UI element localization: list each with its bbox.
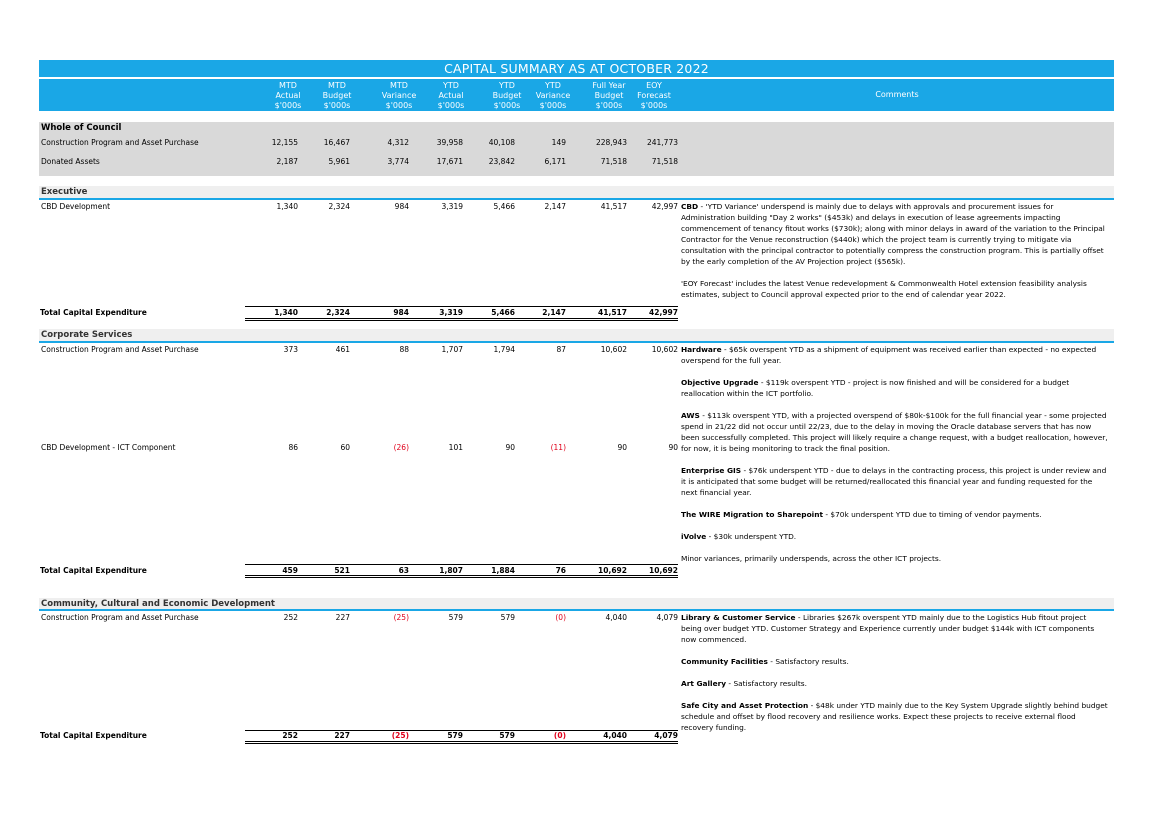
value-cell: 3,774	[387, 157, 409, 166]
value-cell: 984	[393, 308, 409, 317]
value-cell: 17,671	[436, 157, 463, 166]
value-cell: 1,884	[491, 566, 515, 575]
total-top-border	[245, 306, 678, 307]
value-cell: 101	[448, 443, 463, 452]
value-cell: 87	[556, 345, 566, 354]
section-divider	[39, 341, 1114, 343]
header-ytd-actual: YTD Actual $'000s	[437, 81, 465, 110]
section-header-bg	[39, 329, 1114, 341]
total-double-underline	[245, 575, 678, 578]
value-cell: 10,692	[649, 566, 678, 575]
comment-text: - $65k overspent YTD as a shipment of equipment was received earlier than expected - no expected overspend for the full year.	[681, 345, 1097, 365]
value-cell: 4,312	[387, 138, 409, 147]
comment-heading: iVolve	[681, 532, 707, 541]
header-ytd-variance: YTD Variance $'000s	[535, 81, 571, 110]
value-cell: 461	[335, 345, 350, 354]
value-cell: 86	[288, 443, 298, 452]
value-cell: 42,997	[649, 308, 678, 317]
report-title: CAPITAL SUMMARY AS AT OCTOBER 2022	[39, 60, 1114, 77]
value-cell: (25)	[391, 731, 409, 740]
section-divider	[39, 609, 1114, 611]
comments-community	[681, 612, 1109, 732]
value-cell: 579	[448, 613, 463, 622]
comment-paragraph	[681, 531, 1109, 542]
total-label: Total Capital Expenditure	[40, 308, 147, 317]
value-cell: 10,602	[651, 345, 678, 354]
value-cell: 10,692	[598, 566, 627, 575]
value-cell: 252	[283, 613, 298, 622]
section-header-bg	[39, 186, 1114, 198]
header-mtd-budget: MTD Budget $'000s	[322, 81, 352, 110]
total-top-border	[245, 564, 678, 565]
comment-text: Minor variances, primarily underspends, across the other ICT projects.	[681, 554, 942, 563]
comment-paragraph	[681, 278, 1109, 300]
value-cell: 3,319	[441, 202, 463, 211]
value-cell: 4,040	[605, 613, 627, 622]
comment-heading: Library & Customer Service	[681, 613, 796, 622]
comment-heading: CBD	[681, 202, 699, 211]
section-divider	[39, 198, 1114, 200]
value-cell: 984	[394, 202, 409, 211]
value-cell: 1,340	[274, 308, 298, 317]
value-cell: 2,324	[328, 202, 350, 211]
value-cell: 2,187	[276, 157, 298, 166]
value-cell: 227	[335, 613, 350, 622]
comment-heading: Hardware	[681, 345, 722, 354]
value-cell: 3,319	[439, 308, 463, 317]
comment-paragraph	[681, 678, 1109, 689]
value-cell: 459	[282, 566, 298, 575]
value-cell: 149	[551, 138, 566, 147]
comment-heading: Safe City and Asset Protection	[681, 701, 809, 710]
value-cell: 373	[283, 345, 298, 354]
comment-paragraph	[681, 700, 1109, 732]
value-cell: 6,171	[544, 157, 566, 166]
value-cell: 1,707	[441, 345, 463, 354]
value-cell: 41,517	[598, 308, 627, 317]
column-header-bar	[39, 79, 1114, 111]
comments-executive	[681, 201, 1109, 311]
value-cell: 90	[617, 443, 627, 452]
value-cell: 2,324	[326, 308, 350, 317]
value-cell: 71,518	[600, 157, 627, 166]
comment-paragraph	[681, 201, 1109, 267]
value-cell: 76	[555, 566, 566, 575]
comment-paragraph	[681, 344, 1109, 366]
comment-text: - $113k overspent YTD, with a projected overspend of $80k-$100k for the full financial year - some projected spend in 21/22 did not occur until 22/23, due to the delay in moving the Oracle database servers that has now been successfully completed. This project will likely require a change request, with a budget reallocation, however, for now, it is being monitoring to track the final position.	[681, 411, 1108, 453]
value-cell: 88	[399, 345, 409, 354]
comment-paragraph	[681, 465, 1109, 498]
value-cell: 241,773	[646, 138, 678, 147]
value-cell: 227	[334, 731, 350, 740]
header-mtd-actual: MTD Actual $'000s	[274, 81, 302, 110]
comment-text: - Libraries $267k overspent YTD mainly due to the Logistics Hub fitout project being over budget YTD. Customer Strategy and Experience currently under budget $144k with ICT components now commenced.	[681, 613, 1095, 644]
value-cell: 4,079	[656, 613, 678, 622]
comment-heading: Art Gallery	[681, 679, 727, 688]
comment-heading: AWS	[681, 411, 700, 420]
comment-text: - Satisfactory results.	[726, 679, 807, 688]
value-cell: 71,518	[651, 157, 678, 166]
comment-paragraph	[681, 656, 1109, 667]
comment-text: - $76k underspent YTD - due to delays in the contracting process, this project is under review and it is anticipated that some budget will be returned/reallocated this financial year and funding requested for the next financial year.	[681, 466, 1107, 497]
value-cell: 39,958	[436, 138, 463, 147]
value-cell: (0)	[555, 613, 566, 622]
value-cell: 40,108	[488, 138, 515, 147]
value-cell: 42,997	[651, 202, 678, 211]
row-label: Construction Program and Asset Purchase	[41, 138, 199, 147]
value-cell: 228,943	[595, 138, 627, 147]
value-cell: 5,466	[491, 308, 515, 317]
value-cell: 63	[398, 566, 409, 575]
whole-of-council-block	[39, 122, 1114, 176]
comment-heading: Enterprise GIS	[681, 466, 742, 475]
comment-heading: Objective Upgrade	[681, 378, 759, 387]
comment-heading: Community Facilities	[681, 657, 768, 666]
row-label: Construction Program and Asset Purchase	[41, 613, 199, 622]
section-title-community: Community, Cultural and Economic Development	[41, 599, 275, 609]
value-cell: 5,466	[493, 202, 515, 211]
row-label: Construction Program and Asset Purchase	[41, 345, 199, 354]
value-cell: 12,155	[271, 138, 298, 147]
value-cell: 252	[282, 731, 298, 740]
value-cell: 90	[668, 443, 678, 452]
header-eoy-forecast: EOY Forecast $'000s	[637, 81, 671, 110]
value-cell: 2,147	[542, 308, 566, 317]
value-cell: 10,602	[600, 345, 627, 354]
header-mtd-variance: MTD Variance $'000s	[381, 81, 417, 110]
row-label: Donated Assets	[41, 157, 100, 166]
value-cell: 1,794	[493, 345, 515, 354]
value-cell: 579	[447, 731, 463, 740]
value-cell: 60	[340, 443, 350, 452]
row-label: CBD Development - ICT Component	[41, 443, 176, 452]
header-comments: Comments	[875, 90, 919, 99]
value-cell: 4,079	[654, 731, 678, 740]
header-ytd-budget: YTD Budget $'000s	[492, 81, 522, 110]
total-label: Total Capital Expenditure	[40, 566, 147, 575]
value-cell: 579	[500, 613, 515, 622]
value-cell: 90	[505, 443, 515, 452]
value-cell: (0)	[553, 731, 566, 740]
value-cell: 16,467	[323, 138, 350, 147]
comment-paragraph	[681, 377, 1109, 399]
value-cell: 521	[334, 566, 350, 575]
comment-text: 'EOY Forecast' includes the latest Venue redevelopment & Commonwealth Hotel extension feasibility analysis estimates, subject to Council approval expected prior to the end of calendar year 2022.	[681, 279, 1087, 299]
comment-text: - 'YTD Variance' underspend is mainly due to delays with approvals and procurement issues for Administration building "Day 2 works" ($453k) and delays in execution of lease agreements impacting commencement of tenancy fitout works ($730k); along with minor delays in award of the variation to the Principal Contractor for the Venue reconstruction ($440k) which the project team is currently trying to mitigate via consultation with the principal contractor to potentially compress the construction program. This is partially offset by the early completion of the AV Projection project ($565k).	[681, 202, 1105, 266]
total-label: Total Capital Expenditure	[40, 731, 147, 740]
comment-text: - Satisfactory results.	[767, 657, 849, 666]
value-cell: (11)	[550, 443, 566, 452]
comment-heading: The WIRE Migration to Sharepoint	[681, 510, 823, 519]
value-cell: 579	[499, 731, 515, 740]
comment-paragraph	[681, 612, 1109, 645]
total-double-underline	[245, 318, 678, 321]
value-cell: 2,147	[544, 202, 566, 211]
comment-text: - $119k overspent YTD - project is now finished and will be considered for a budget reallocation within the ICT portfolio.	[681, 378, 1070, 398]
value-cell: 23,842	[488, 157, 515, 166]
comment-text: - $70k underspent YTD due to timing of vendor payments.	[823, 510, 1042, 519]
header-fy-budget: Full Year Budget $'000s	[592, 81, 626, 110]
value-cell: 5,961	[328, 157, 350, 166]
value-cell: 41,517	[600, 202, 627, 211]
whole-of-council-title: Whole of Council	[41, 123, 122, 133]
comment-paragraph	[681, 553, 1109, 564]
section-title-corporate: Corporate Services	[41, 330, 133, 340]
section-title-executive: Executive	[41, 187, 88, 197]
value-cell: (25)	[393, 613, 409, 622]
comment-text: - $48k under YTD mainly due to the Key System Upgrade slightly behind budget schedule and offset by flood recovery and resilience works. Expect these projects to receive external flood recovery funding.	[681, 701, 1108, 732]
comment-paragraph	[681, 410, 1109, 454]
total-double-underline	[245, 741, 678, 744]
row-label: CBD Development	[41, 202, 111, 211]
comment-paragraph	[681, 509, 1109, 520]
value-cell: 1,340	[276, 202, 298, 211]
comment-text: - $30k underspent YTD.	[706, 532, 797, 541]
value-cell: (26)	[393, 443, 409, 452]
value-cell: 4,040	[603, 731, 627, 740]
comments-corporate	[681, 344, 1109, 575]
value-cell: 1,807	[439, 566, 463, 575]
